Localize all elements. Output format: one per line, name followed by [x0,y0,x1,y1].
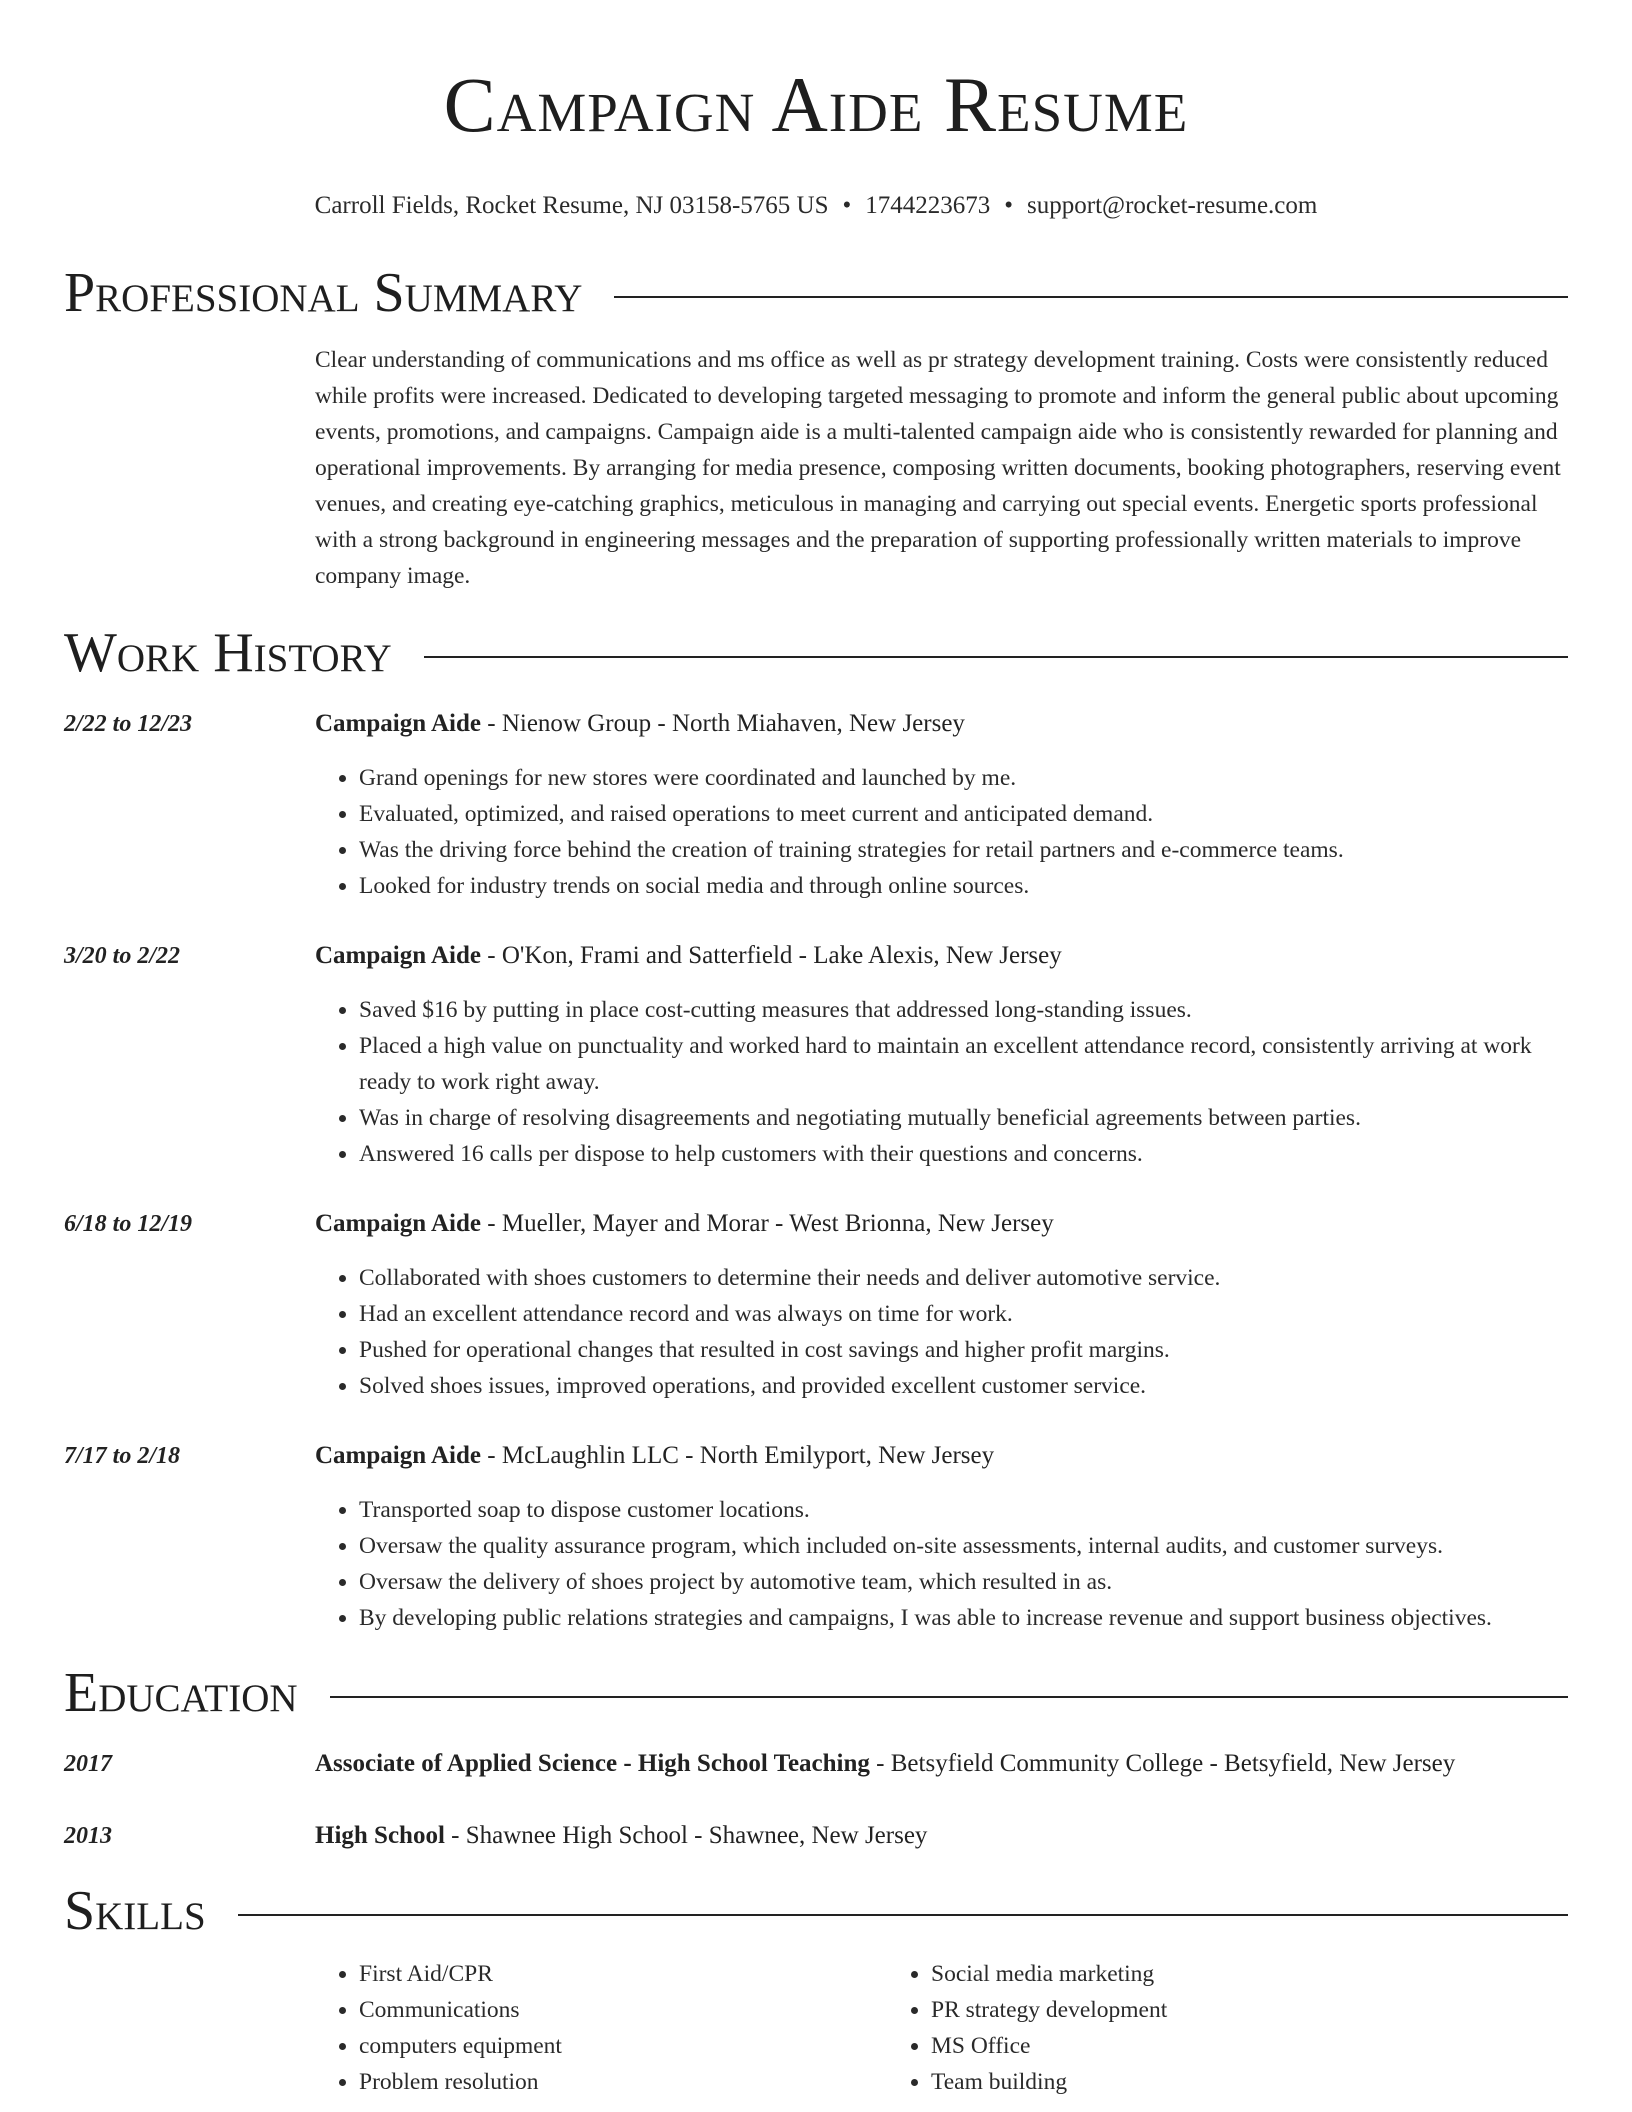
job-details: - O'Kon, Frami and Satterfield - Lake Alexis, New Jersey [481,942,1062,969]
education-degree: Associate of Applied Science - High School Teaching [315,1750,870,1777]
job-dates: 2/22 to 12/23 [64,711,193,737]
job-bullet: • Oversaw the delivery of shoes project by automotive team, which resulted in as. [359,1564,1568,1600]
education-heading [315,1746,1568,1782]
job-bullet: • Placed a high value on punctuality and worked hard to maintain an excellent attendance record, consistently arriving at work ready to work right away. [359,1028,1568,1100]
job-bullet: • Saved $16 by putting in place cost-cutting measures that addressed long-standing issues. [359,992,1568,1028]
contact-email: support@rocket-resume.com [1027,192,1318,219]
job-bullet: • Evaluated, optimized, and raised operations to meet current and anticipated demand. [359,796,1568,832]
skill-item: • Team building [931,2064,1459,2100]
section-divider [424,656,1568,658]
job-title: Campaign Aide [315,942,482,969]
job-entry [64,706,1568,904]
skill-item: • PR strategy development [931,1992,1459,2028]
job-entry [64,938,1568,1172]
skill-item: • MS Office [931,2028,1459,2064]
section-title-summary: Professional Summary [64,262,583,324]
job-title: Campaign Aide [315,710,482,737]
skills-section-header [64,1880,1568,1942]
job-bullet: • Answered 16 calls per dispose to help customers with their questions and concerns. [359,1136,1568,1172]
job-bullet: • Was the driving force behind the creation of training strategies for retail partners and e-commerce teams. [359,832,1568,868]
education-section-header [64,1662,1568,1724]
job-title: Campaign Aide [315,1210,482,1237]
section-divider [330,1696,1568,1698]
contact-phone: 1744223673 [865,192,991,219]
education-entry [64,1746,1568,1782]
job-bullet: • Collaborated with shoes customers to determine their needs and deliver automotive service. [359,1260,1568,1296]
skill-item: • Problem resolution [359,2064,887,2100]
job-heading [315,938,1568,974]
job-details: - Nienow Group - North Miahaven, New Jersey [481,710,965,737]
job-heading [315,1206,1568,1242]
section-title-skills: Skills [64,1880,206,1942]
education-entry [64,1818,1568,1854]
job-bullet: • Pushed for operational changes that resulted in cost savings and higher profit margins. [359,1332,1568,1368]
job-bullet: • Oversaw the quality assurance program, which included on-site assessments, internal audits, and customer surveys. [359,1528,1568,1564]
job-bullet: • Transported soap to dispose customer locations. [359,1492,1568,1528]
job-title: Campaign Aide [315,1442,482,1469]
job-bullet: • Solved shoes issues, improved operations, and provided excellent customer service. [359,1368,1568,1404]
education-year: 2017 [64,1751,112,1777]
job-entry [64,1206,1568,1404]
job-bullet: • By developing public relations strategies and campaigns, I was able to increase revenue and support business objectives. [359,1600,1568,1636]
section-divider [614,296,1568,298]
job-bullet: • Was in charge of resolving disagreements and negotiating mutually beneficial agreements between parties. [359,1100,1568,1136]
education-degree: High School [315,1822,445,1849]
contact-line [64,190,1568,222]
education-year: 2013 [64,1823,112,1849]
skills-column-left [315,1956,887,2100]
job-bullets [315,992,1568,1172]
page-title: Campaign Aide Resume [443,61,1189,148]
job-bullet: • Had an excellent attendance record and was always on time for work. [359,1296,1568,1332]
job-bullets [315,760,1568,904]
section-title-work: Work History [64,622,392,684]
job-details: - Mueller, Mayer and Morar - West Brionna, New Jersey [481,1210,1054,1237]
contact-address: Carroll Fields, Rocket Resume, NJ 03158-5765 US [314,192,829,219]
job-details: - McLaughlin LLC - North Emilyport, New Jersey [481,1442,995,1469]
job-bullets [315,1492,1568,1636]
skill-item: • Communications [359,1992,887,2028]
skill-item: • Social media marketing [931,1956,1459,1992]
skills-list [315,1956,1568,2100]
job-bullets [315,1260,1568,1404]
contact-separator: • [1004,192,1014,219]
work-section-header [64,622,1568,684]
education-list [64,1746,1568,1854]
skill-item: • First Aid/CPR [359,1956,887,1992]
education-details: - Shawnee High School - Shawnee, New Jersey [444,1822,928,1849]
education-heading [315,1818,1568,1854]
job-heading [315,706,1568,742]
job-entry [64,1438,1568,1636]
job-dates: 7/17 to 2/18 [64,1443,181,1469]
work-history-list [64,706,1568,1636]
skill-item: • computers equipment [359,2028,887,2064]
job-heading [315,1438,1568,1474]
job-bullet: • Looked for industry trends on social media and through online sources. [359,868,1568,904]
skills-column-right [887,1956,1459,2100]
summary-text: Clear understanding of communications and ms office as well as pr strategy development training. Costs were consistently reduced while profits were increased. Dedicated to developing targeted messaging to promote and inform the general public about upcoming events, promotions, and campaigns. Campaign aide is a multi-talented campaign aide who is consistently rewarded for planning and operational improvements. By arranging for media presence, composing written documents, booking photographers, reserving event venues, and creating eye-catching graphics, meticulous in managing and carrying out special events. Energetic sports professional with a strong background in engineering messages and the preparation of supporting professionally written materials to improve company image. [315,347,1561,589]
job-bullet: • Grand openings for new stores were coordinated and launched by me. [359,760,1568,796]
section-divider [238,1914,1568,1916]
section-title-education: Education [64,1662,298,1724]
job-dates: 3/20 to 2/22 [64,943,181,969]
summary-section-header [64,262,1568,324]
job-dates: 6/18 to 12/19 [64,1211,193,1237]
education-details: - Betsyfield Community College - Betsyfield, New Jersey [869,1750,1456,1777]
contact-separator: • [842,192,852,219]
